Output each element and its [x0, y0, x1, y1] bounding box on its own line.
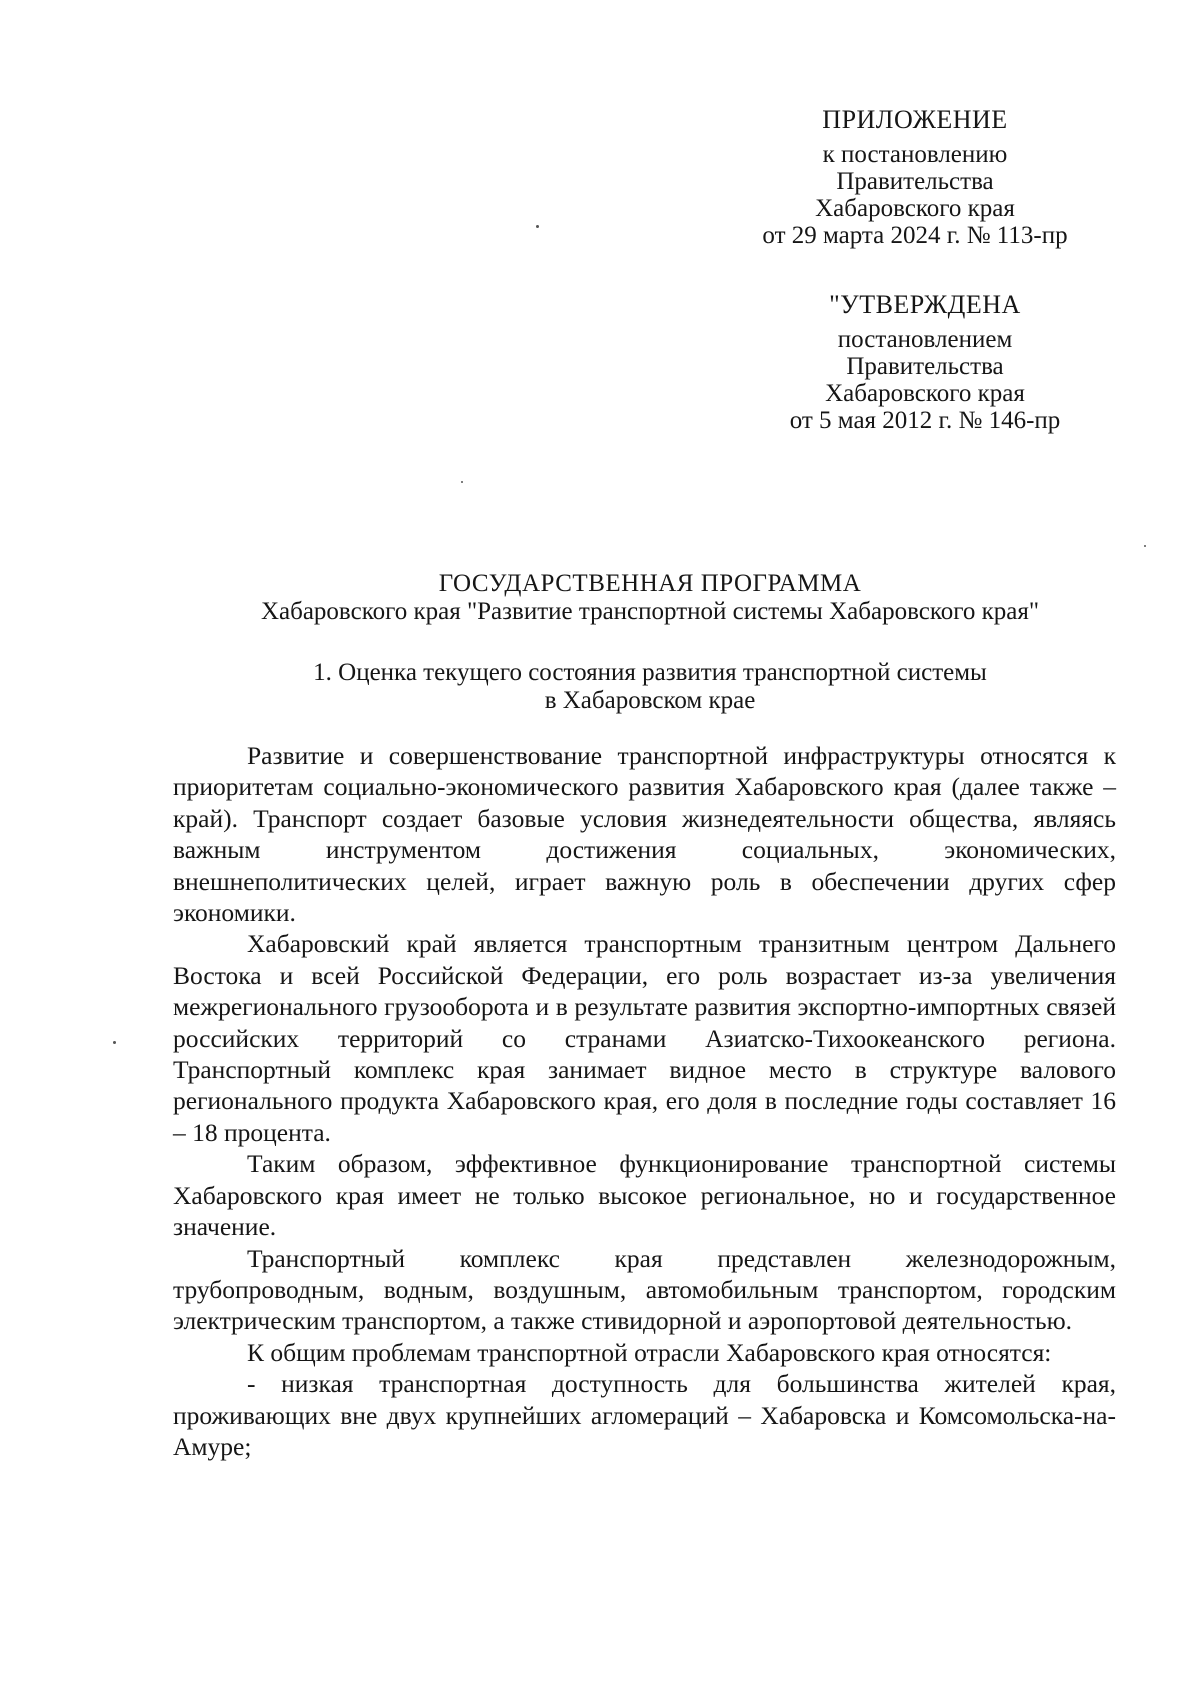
- scan-speck: [1144, 545, 1146, 547]
- approval-line: постановлением: [837, 326, 1013, 353]
- appendix-line: Правительства: [836, 168, 994, 195]
- appendix-block: [740, 106, 1090, 249]
- appendix-heading: ПРИЛОЖЕНИЕ: [822, 105, 1008, 134]
- program-title-block: [180, 570, 1120, 626]
- appendix-line: Хабаровского края: [815, 195, 1015, 222]
- section-heading-line: 1. Оценка текущего состояния развития транспортной системы: [313, 659, 987, 686]
- appendix-line: к постановлению: [822, 141, 1008, 168]
- approval-line: Правительства: [846, 353, 1004, 380]
- approval-line: Хабаровского края: [825, 380, 1025, 407]
- paragraph: Транспортный комплекс края представлен железнодорожным, трубопроводным, водным, воздушным, автомобильным транспортом, городским электрическим транспортом, а также стивидорной и аэропортовой деятельностью.: [173, 1243, 1116, 1336]
- list-item: - низкая транспортная доступность для большинства жителей края, проживающих вне двух крупнейших агломераций – Хабаровска и Комсомольска-на-Амуре;: [173, 1369, 1116, 1461]
- appendix-date-line: от 29 марта 2024 г. № 113-пр: [762, 222, 1068, 249]
- approval-block: [760, 291, 1090, 434]
- approval-heading: "УТВЕРЖДЕНА: [829, 290, 1021, 319]
- section-heading-line: в Хабаровском крае: [544, 687, 756, 714]
- paragraph: К общим проблемам транспортной отрасли Хабаровского края относятся:: [247, 1337, 1052, 1367]
- section-heading: [180, 659, 1120, 715]
- scan-speck: [113, 1041, 116, 1044]
- program-subtitle: Хабаровского края "Развитие транспортной системы Хабаровского края": [260, 598, 1040, 625]
- paragraph: Таким образом, эффективное функционирование транспортной системы Хабаровского края имеет не только высокое региональное, но и государственное значение.: [173, 1149, 1116, 1242]
- scan-speck: [536, 225, 539, 228]
- body-text: [173, 740, 1116, 1462]
- program-title: ГОСУДАРСТВЕННАЯ ПРОГРАММА: [438, 570, 862, 597]
- paragraph: Хабаровский край является транспортным транзитным центром Дальнего Востока и всей Российской Федерации, его роль возрастает из-за увеличения межрегионального грузооборота и в результате развития экспортно-импортных связей российских территорий со странами Азиатско-Тихоокеанского региона. Транспортный комплекс края занимает видное место в структуре валового регионального продукта Хабаровского края, его доля в последние годы составляет 16 – 18 процента.: [173, 929, 1116, 1147]
- paragraph: Развитие и совершенствование транспортной инфраструктуры относятся к приоритетам социально-экономического развития Хабаровского края (далее также – край). Транспорт создает базовые условия жизнедеятельности общества, являясь важным инструментом достижения социальных, экономических, внешнеполитических целей, играет важную роль в обеспечении других сфер экономики.: [173, 741, 1116, 928]
- approval-date-line: от 5 мая 2012 г. № 146-пр: [789, 407, 1061, 434]
- scan-speck: [461, 481, 463, 483]
